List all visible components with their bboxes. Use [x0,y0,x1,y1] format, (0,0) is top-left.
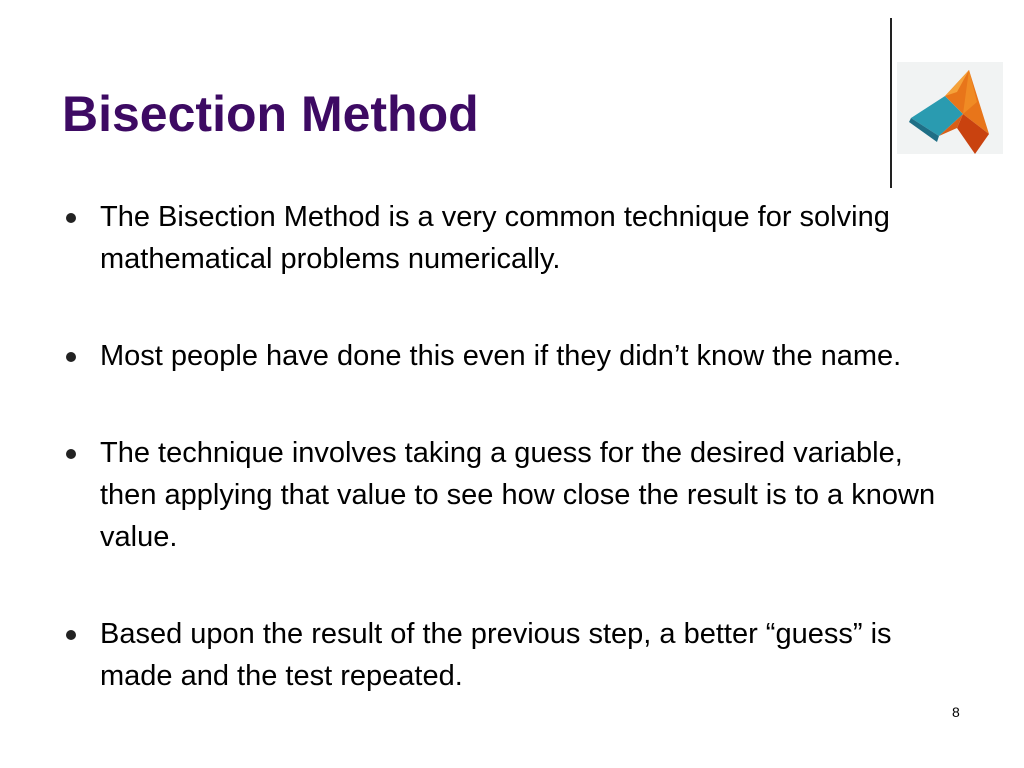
page-number: 8 [952,704,960,720]
bullet-text: The technique involves taking a guess for the desired variable, then applying that value to see how close the result is to a known value. [100,437,936,553]
title-divider [890,18,892,188]
bullet-text: Based upon the result of the previous step, a better “guess” is made and the test repeated. [100,618,892,692]
bullet-dot-icon [66,213,76,223]
bullet-dot-icon [66,449,76,459]
slide-title: Bisection Method [62,86,479,142]
bullet-dot-icon [66,630,76,640]
bullet-item [62,613,942,697]
matlab-logo-icon [897,62,1003,154]
bullet-item [62,335,942,377]
bullet-item [62,196,942,280]
bullet-item [62,432,942,558]
bullet-dot-icon [66,352,76,362]
bullet-list [62,196,942,697]
bullet-text: Most people have done this even if they didn’t know the name. [100,340,902,372]
bullet-text: The Bisection Method is a very common technique for solving mathematical problems numerically. [100,201,890,275]
